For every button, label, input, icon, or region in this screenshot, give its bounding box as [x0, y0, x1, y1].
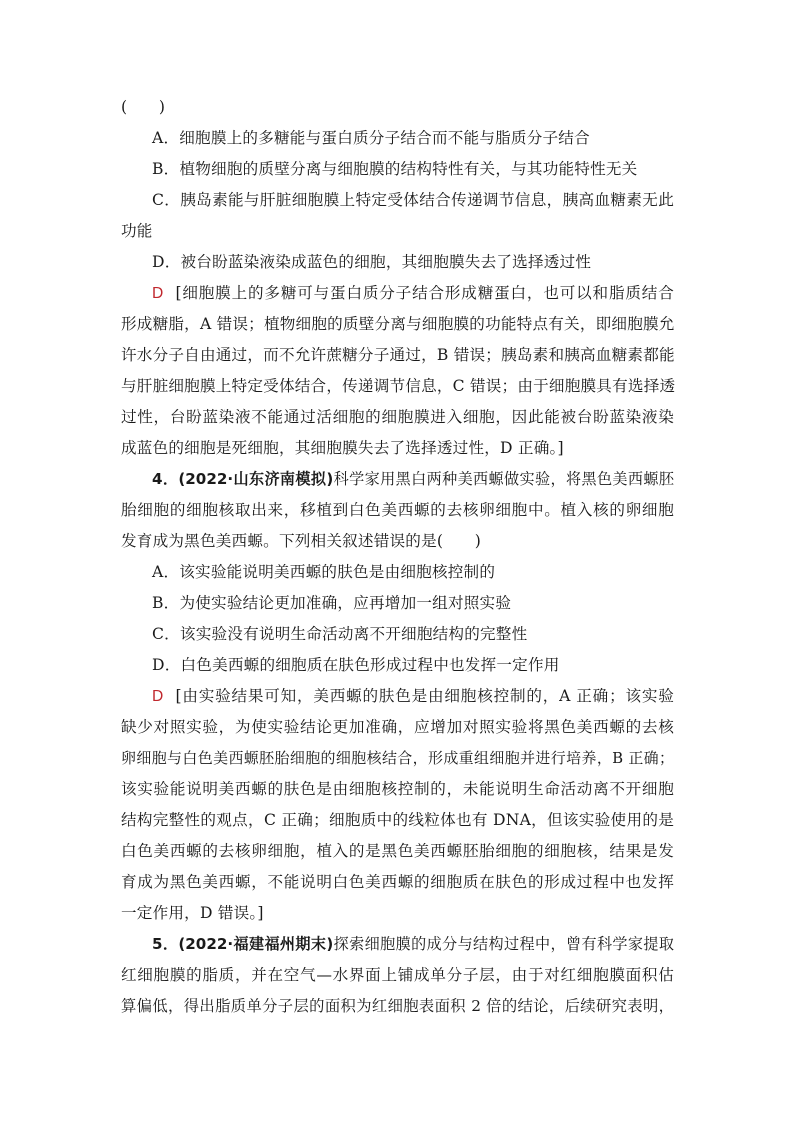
q4-source: (2022·山东济南模拟) — [178, 470, 334, 488]
q4-stem-text1: 科学家用黑白两种美西螈做实验，将黑色美西螈胚 — [333, 470, 675, 488]
q3-explanation-line3: 许水分子自由通过，而不允许蔗糖分子通过，B 错误；胰岛素和胰高血糖素都能 — [121, 346, 675, 364]
q4-explanation-line3: 卵细胞与白色美西螈胚胎细胞的细胞核结合，形成重组细胞并进行培养，B 正确； — [121, 749, 674, 767]
q3-option-c-line2: 功能 — [121, 222, 153, 240]
q4-explanation-line6: 白色美西螈的去核卵细胞，植入的是黑色美西螈胚胎细胞的细胞核，结果是发 — [121, 842, 674, 860]
q3-option-c-line1: C．胰岛素能与肝脏细胞膜上特定受体结合传递调节信息，胰高血糖素无此 — [152, 191, 674, 209]
q4-answer: D — [152, 688, 164, 705]
q3-answer: D — [152, 285, 164, 302]
q4-explanation-line4: 该实验能说明美西螈的肤色是由细胞核控制的，未能说明生命活动离不开细胞 — [121, 780, 674, 798]
q4-number: 4． — [152, 470, 179, 488]
q3-option-d: D．被台盼蓝染液染成蓝色的细胞，其细胞膜失去了选择透过性 — [152, 253, 592, 271]
q3-option-b: B．植物细胞的质壁分离与细胞膜的结构特性有关，与其功能特性无关 — [152, 160, 638, 178]
q4-explanation-line2: 缺少对照实验，为使实验结论更加准确，应增加对照实验将黑色美西螈的去核 — [121, 718, 674, 736]
q3-explanation-text1: [细胞膜上的多糖可与蛋白质分子结合形成糖蛋白，也可以和脂质结合 — [175, 284, 674, 302]
q4-stem-line2: 胎细胞的细胞核取出来，移植到白色美西螈的去核卵细胞中。植入核的卵细胞 — [121, 501, 674, 519]
q3-paren: ( ) — [121, 98, 166, 116]
q3-explanation-line6: 成蓝色的细胞是死细胞，其细胞膜失去了选择透过性，D 正确。] — [121, 439, 564, 457]
q5-source: (2022·福建福州期末) — [178, 935, 334, 953]
q3-explanation-line2: 形成糖脂，A 错误；植物细胞的质壁分离与细胞膜的功能特点有关，即细胞膜允 — [121, 315, 675, 333]
q4-explanation-line7: 育成为黑色美西螈，不能说明白色美西螈的细胞质在肤色的形成过程中也发挥 — [121, 873, 674, 891]
q3-explanation-line1 — [121, 278, 674, 309]
q4-explanation-text1: [由实验结果可知，美西螈的肤色是由细胞核控制的，A 正确；该实验 — [175, 687, 674, 705]
q4-option-d: D．白色美西螈的细胞质在肤色形成过程中也发挥一定作用 — [152, 656, 560, 674]
q4-explanation-line8: 一定作用，D 错误。] — [121, 904, 264, 922]
q4-option-c: C．该实验没有说明生命活动离不开细胞结构的完整性 — [152, 625, 528, 643]
q4-stem-line1 — [121, 464, 674, 495]
q5-stem-line2: 红细胞膜的脂质，并在空气—水界面上铺成单分子层，由于对红细胞膜面积估 — [121, 966, 674, 984]
q5-number: 5． — [152, 935, 179, 953]
q3-explanation-line5: 过性，台盼蓝染液不能通过活细胞的细胞膜进入细胞，因此能被台盼蓝染液染 — [121, 408, 674, 426]
q4-explanation-line5: 结构完整性的观点，C 正确；细胞质中的线粒体也有 DNA，但该实验使用的是 — [121, 811, 674, 829]
q5-stem-line3: 算偏低，得出脂质单分子层的面积为红细胞表面积 2 倍的结论，后续研究表明， — [121, 997, 674, 1015]
q5-stem-line1 — [121, 929, 674, 960]
q3-explanation-line4: 与肝脏细胞膜上特定受体结合，传递调节信息，C 错误；由于细胞膜具有选择透 — [121, 377, 676, 395]
q4-option-a: A．该实验能说明美西螈的肤色是由细胞核控制的 — [152, 563, 496, 581]
q5-stem-text1: 探索细胞膜的成分与结构过程中，曾有科学家提取 — [333, 935, 675, 953]
document-page — [121, 92, 674, 1022]
q3-option-a: A．细胞膜上的多糖能与蛋白质分子结合而不能与脂质分子结合 — [152, 129, 590, 147]
q4-stem-line3: 发育成为黑色美西螈。下列相关叙述错误的是( ) — [121, 532, 482, 550]
q4-explanation-line1 — [121, 681, 674, 712]
q4-option-b: B．为使实验结论更加准确，应再增加一组对照实验 — [152, 594, 512, 612]
